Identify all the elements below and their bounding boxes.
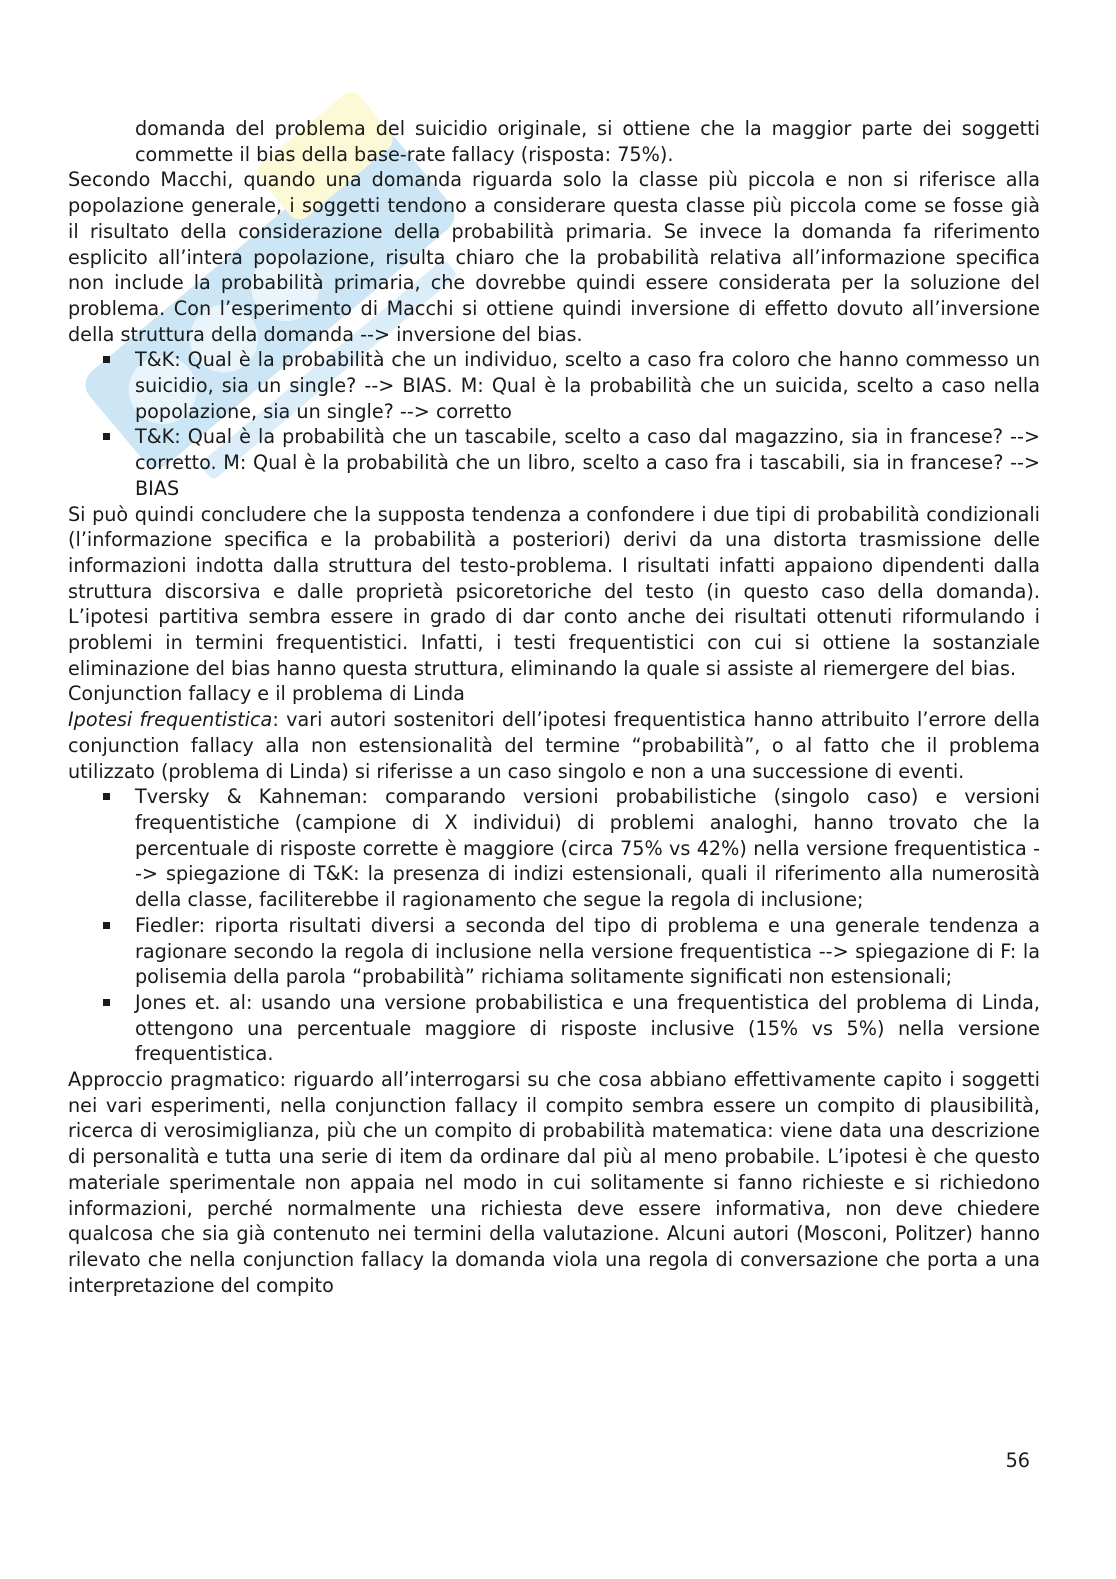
frequentist-text: : vari autori sostenitori dell’ipotesi frequentistica hanno attribuito l’errore della conjunction fallacy alla non estensionalità del termine “probabilità”, o al fatto che il problema utilizzato (problema di Linda) si riferisse a un caso singolo e non a una successione di eventi.	[68, 708, 1040, 783]
section-heading: Conjunction fallacy e il problema di Linda	[68, 682, 465, 706]
studies-list	[68, 784, 1040, 1067]
list-item	[135, 424, 1040, 501]
page-body	[68, 116, 1040, 1298]
square-bullet-icon	[103, 793, 110, 800]
question-examples-list	[68, 347, 1040, 501]
square-bullet-icon	[103, 999, 110, 1006]
square-bullet-icon	[103, 433, 110, 440]
pragmatic-paragraph: Approccio pragmatico: riguardo all’interrogarsi su che cosa abbiano effettivamente capito i soggetti nei vari esperimenti, nella conjunction fallacy il compito sembra essere un compito di plausibilità, ricerca di verosimiglianza, più che un compito di probabilità matematica: viene data una descrizione di personalità e tutta una serie di item da ordinare dal più al meno probabile. L’ipotesi è che questo materiale sperimentale non appaia nel modo in cui solitamente si fanno richieste e si richiedono informazioni, perché normalmente una richiesta deve essere informativa, non deve chiedere qualcosa che sia già contenuto nei termini della valutazione. Alcuni autori (Mosconi, Politzer) hanno rilevato che nella conjunction fallacy la domanda viola una regola di conversazione che porta a una interpretazione del compito	[68, 1068, 1040, 1297]
list-item-text: Fiedler: riporta risultati diversi a seconda del tipo di problema e una generale tendenza a ragionare secondo la regola di inclusione nella versione frequentistica --> spiegazione di F: la polisemia della parola “probabilità” richiama solitamente significati non estensionali;	[135, 913, 1040, 989]
page-number: 56	[1005, 1449, 1030, 1472]
conclusion-paragraph: Si può quindi concludere che la supposta tendenza a confondere i due tipi di probabilità condizionali (l’informazione specifica e la probabilità a posteriori) derivi da una distorta trasmissione delle informazioni indotta dalla struttura del testo-problema. I risultati infatti appaiono dipendenti dalla struttura discorsiva e dalle proprietà psicoretoriche del testo (in questo caso della domanda). L’ipotesi partitiva sembra essere in grado di dar conto anche dei risultati ottenuti riformulando i problemi in termini frequentistici. Infatti, i testi frequentistici con cui si ottiene la sostanziale eliminazione del bias hanno questa struttura, eliminando la quale si assiste al riemergere del bias.	[68, 502, 1040, 680]
list-item-text: T&K: Qual è la probabilità che un individuo, scelto a caso fra coloro che hanno commesso un suicidio, sia un single? --> BIAS. M: Qual è la probabilità che un suicida, scelto a caso nella popolazione, sia un single? --> corretto	[135, 348, 1040, 423]
frequentist-label: Ipotesi frequentistica	[68, 708, 273, 732]
square-bullet-icon	[103, 356, 110, 363]
square-bullet-icon	[103, 922, 110, 929]
list-item	[135, 990, 1040, 1067]
list-item	[135, 784, 1040, 913]
list-item-text: Tversky & Kahneman: comparando versioni probabilistiche (singolo caso) e versioni frequentistiche (campione di X individui) di problemi analoghi, hanno trovato che la percentuale di risposte corrette è maggiore (circa 75% vs 42%) nella versione frequentistica --> spiegazione di T&K: la presenza di indizi estensionali, quali il riferimento alla numerosità della classe, faciliterebbe il ragionamento che segue la regola di inclusione;	[135, 785, 1040, 912]
list-item-text: Jones et. al: usando una versione probabilistica e una frequentistica del problema di Linda, ottengono una percentuale maggiore di risposte inclusive (15% vs 5%) nella versione frequentistica.	[135, 990, 1040, 1066]
list-item-text: T&K: Qual è la probabilità che un tascabile, scelto a caso dal magazzino, sia in francese? --> corretto. M: Qual è la probabilità che un libro, scelto a caso fra i tascabili, sia in francese? --> BIAS	[135, 425, 1040, 500]
frequentist-paragraph	[68, 707, 1040, 784]
list-item	[135, 347, 1040, 424]
intro-indented-paragraph: domanda del problema del suicidio originale, si ottiene che la maggior parte dei soggetti commette il bias della base-rate fallacy (risposta: 75%).	[135, 117, 1040, 166]
list-item	[135, 913, 1040, 990]
macchi-paragraph: Secondo Macchi, quando una domanda riguarda solo la classe più piccola e non si riferisce alla popolazione generale, i soggetti tendono a considerare questa classe più piccola come se fosse già il risultato della considerazione della probabilità primaria. Se invece la domanda fa riferimento esplicito all’intera popolazione, risulta chiaro che la probabilità relativa all’informazione specifica non include la probabilità primaria, che dovrebbe quindi essere considerata per la soluzione del problema. Con l’esperimento di Macchi si ottiene quindi inversione di effetto dovuto all’inversione della struttura della domanda --> inversione del bias.	[68, 168, 1040, 346]
